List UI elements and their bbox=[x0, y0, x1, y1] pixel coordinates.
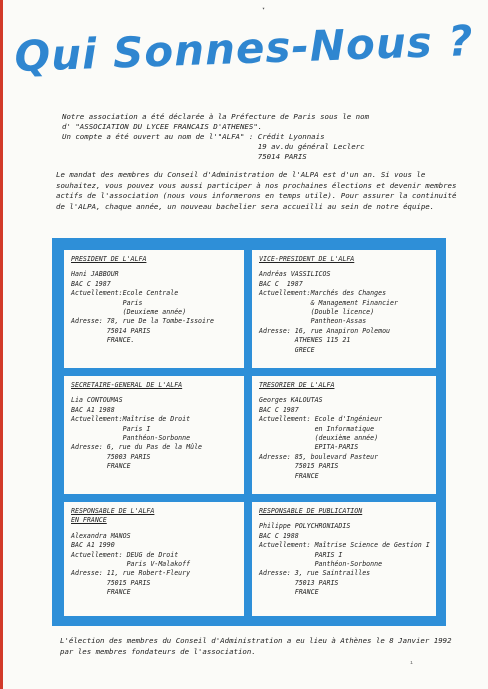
card-line: Alexandra MANOS bbox=[71, 531, 131, 540]
card-line: Georges KALOUTAS bbox=[259, 396, 323, 405]
card-line: Adresse: 3, rue Saintrailles bbox=[259, 569, 371, 578]
card-title: RESPONSABLE DE PUBLICATION bbox=[259, 507, 363, 515]
card-title: PRESIDENT DE L'ALFA bbox=[71, 255, 147, 263]
member-card-president bbox=[64, 250, 244, 368]
card-line: Panthéon-Sorbonne bbox=[259, 560, 383, 569]
card-line: Actuellement:Marchés des Changes bbox=[259, 289, 387, 298]
card-line: & Management Financier bbox=[259, 298, 398, 307]
card-line: Actuellement: DEUG de Droit bbox=[71, 550, 179, 559]
card-line: Lia CONTOUMAS bbox=[71, 396, 123, 405]
card-line: GRECE bbox=[259, 345, 315, 354]
card-line: (Deuxieme année) bbox=[71, 308, 187, 317]
card-lines bbox=[259, 396, 429, 481]
card-line: FRANCE bbox=[259, 588, 319, 597]
card-line: Actuellement: Maîtrise Science de Gestion I bbox=[259, 541, 430, 550]
card-lines bbox=[259, 522, 429, 597]
footer-paragraph: L'élection des membres du Conseil d'Administration a eu lieu à Athènes le 8 Janvier 1992 par les membres fondateurs de l'association. bbox=[60, 636, 452, 656]
card-line: Panthéon-Sorbonne bbox=[71, 434, 191, 443]
card-line: FRANCE bbox=[259, 471, 319, 480]
card-lines bbox=[71, 532, 237, 598]
card-line: EPITA-PARIS bbox=[259, 443, 359, 452]
card-line: BAC C 1987 bbox=[259, 279, 303, 288]
intro-block bbox=[62, 112, 462, 162]
card-line: Andréas VASSILICOS bbox=[259, 270, 331, 279]
card-line: 75015 PARIS bbox=[71, 578, 151, 587]
card-line: Adresse: 16, rue Anapiron Polemou bbox=[259, 326, 391, 335]
card-line: FRANCE bbox=[71, 588, 131, 597]
card-line: BAC A1 1988 bbox=[71, 405, 115, 414]
member-card-secretary bbox=[64, 376, 244, 494]
members-panel bbox=[52, 238, 446, 626]
member-card-france-rep bbox=[64, 502, 244, 616]
scan-mark: ▾ bbox=[262, 6, 266, 12]
card-line: FRANCE bbox=[71, 462, 131, 471]
card-title: RESPONSABLE DE L'ALFA EN FRANCE bbox=[71, 507, 155, 525]
scan-mark: ı bbox=[410, 660, 414, 666]
card-line: BAC A1 1990 bbox=[71, 541, 115, 550]
card-line: Adresse: 6, rue du Pas de la Mûle bbox=[71, 443, 203, 452]
card-line: Paris I bbox=[71, 424, 151, 433]
card-lines bbox=[71, 270, 237, 345]
card-line: Actuellement:Ecole Centrale bbox=[71, 289, 179, 298]
card-line: PARIS I bbox=[259, 550, 343, 559]
card-line: ATHENES 115 21 bbox=[259, 336, 351, 345]
card-line: Hani JABBOUR bbox=[71, 270, 119, 279]
member-card-publication bbox=[252, 502, 436, 616]
intro-line: Un compte a été ouvert au nom de l'"ALFA" : Crédit Lyonnais bbox=[62, 132, 325, 141]
card-line: Philippe POLYCHRONIADIS bbox=[259, 522, 351, 531]
intro-line: 75014 PARIS bbox=[62, 152, 307, 161]
card-line: 75013 PARIS bbox=[259, 578, 339, 587]
card-lines bbox=[71, 396, 237, 471]
member-card-treasurer bbox=[252, 376, 436, 494]
card-line: FRANCE. bbox=[71, 336, 135, 345]
card-line: BAC C 1987 bbox=[259, 405, 299, 414]
card-line: (Double licence) bbox=[259, 308, 375, 317]
card-line: BAC C 1988 bbox=[259, 531, 299, 540]
card-line: 75003 PARIS bbox=[71, 452, 151, 461]
card-line: Actuellement: Ecole d'Ingénieur bbox=[259, 415, 383, 424]
card-line: Adresse: 85, boulevard Pasteur bbox=[259, 452, 379, 461]
card-title: VICE-PRESIDENT DE L'ALFA bbox=[259, 255, 355, 263]
card-line: Adresse: 78, rue De la Tombe-Issoire bbox=[71, 317, 214, 326]
card-line: Paris bbox=[71, 298, 143, 307]
mandate-paragraph: Le mandat des membres du Conseil d'Administration de l'ALPA est d'un an. Si vous le souhaitez, vous pouvez vous aussi participer à nos prochaines élections et devenir membres actifs de l'association (nous vous informerons en temps utile). Pour assurer la continuité de l'ALPA, chaque année, un nouveau bachelier sera accueilli au sein de notre équipe. bbox=[56, 170, 457, 211]
card-title: TRESORIER DE L'ALFA bbox=[259, 381, 335, 389]
card-title: SECRETAIRE-GENERAL DE L'ALFA bbox=[71, 381, 183, 389]
card-line: Pantheon-Assas bbox=[259, 317, 367, 326]
card-line: en Informatique bbox=[259, 424, 375, 433]
intro-line: Notre association a été déclarée à la Préfecture de Paris sous le nom bbox=[62, 112, 370, 121]
page-title: Qui Sonnes-Nous ? bbox=[13, 15, 475, 82]
member-card-vice-president bbox=[252, 250, 436, 368]
card-line: Adresse: 11, rue Robert-Fleury bbox=[71, 569, 191, 578]
card-lines bbox=[259, 270, 429, 355]
card-line: Actuellement:Maîtrise de Droit bbox=[71, 415, 191, 424]
card-line: 75014 PARIS bbox=[71, 326, 151, 335]
card-line: 75015 PARIS bbox=[259, 462, 339, 471]
intro-line: 19 av.du général Leclerc bbox=[62, 142, 365, 151]
intro-line: d' "ASSOCIATION DU LYCEE FRANCAIS D'ATHENES". bbox=[62, 122, 263, 131]
card-line: Paris V-Malakoff bbox=[71, 560, 191, 569]
page-edge-stripe bbox=[0, 0, 3, 689]
card-line: BAC C 1987 bbox=[71, 279, 111, 288]
card-line: (deuxième année) bbox=[259, 434, 379, 443]
